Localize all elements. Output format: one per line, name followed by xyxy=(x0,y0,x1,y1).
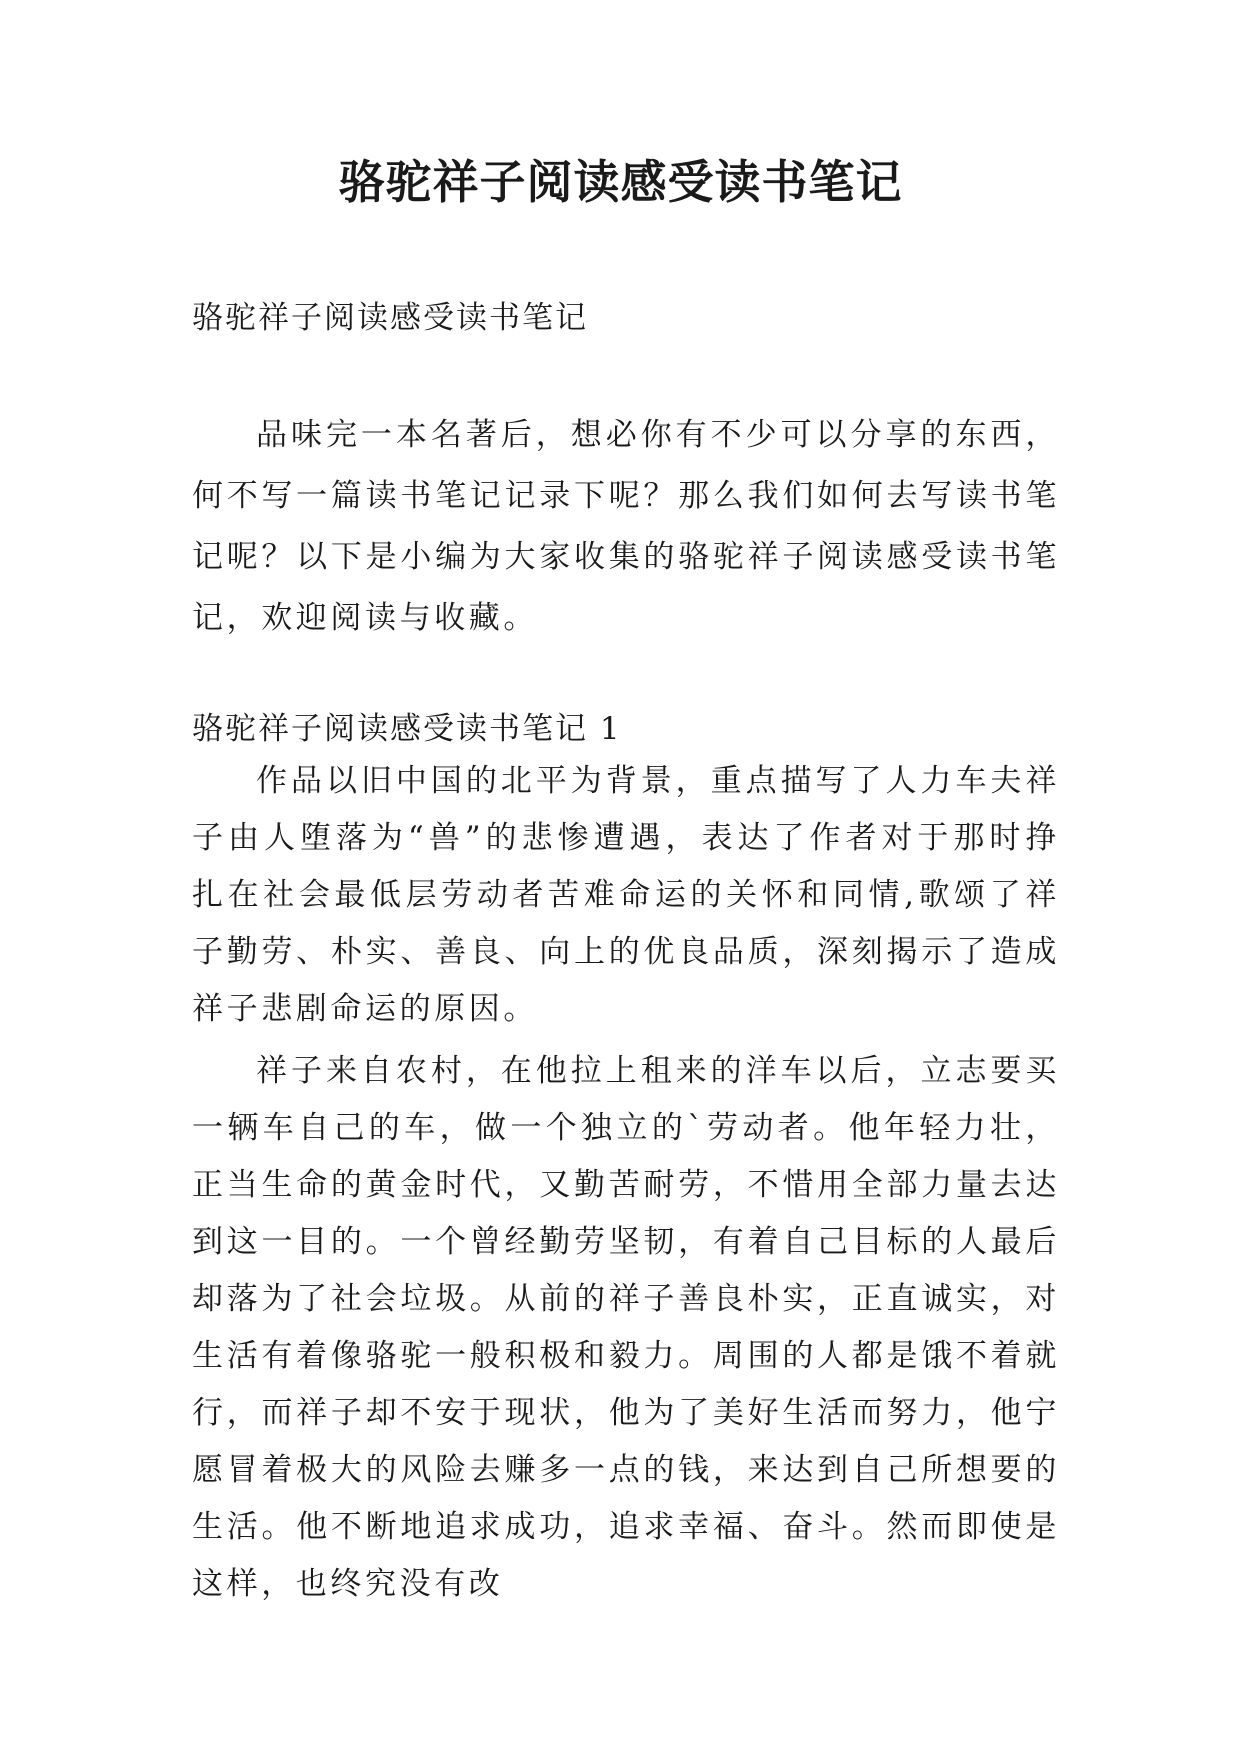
section-heading: 骆驼祥子阅读感受读书笔记 1 xyxy=(192,711,622,747)
document-title: 骆驼祥子阅读感受读书笔记 xyxy=(338,155,903,209)
document-subtitle: 骆驼祥子阅读感受读书笔记 xyxy=(192,300,588,336)
body-paragraph: 祥子来自农村，在他拉上租来的洋车以后，立志要买一辆车自己的车，做一个独立的`劳动者。他年轻力壮，正当生命的黄金时代，又勤苦耐劳，不惜用全部力量去达到这一目的。一个曾经勤劳坚韧，有着自己目标的人最后却落为了社会垃圾。从前的祥子善良朴实，正直诚实，对生活有着像骆驼一般积极和毅力。周围的人都是饿不着就行，而祥子却不安于现状，他为了美好生活而努力，他宁愿冒着极大的风险去赚多一点的钱，来达到自己所想要的生活。他不断地追求成功，追求幸福、奋斗。然而即使是这样，也终究没有改 xyxy=(192,1053,1060,1602)
body-paragraph: 作品以旧中国的北平为背景，重点描写了人力车夫祥子由人堕落为“兽”的悲惨遭遇，表达了作者对于那时挣扎在社会最低层劳动者苦难命运的关怀和同情,歌颂了祥子勤劳、朴实、善良、向上的优良品质，深刻揭示了造成祥子悲剧命运的原因。 xyxy=(192,763,1060,1027)
intro-paragraph: 品味完一本名著后，想必你有不少可以分享的东西，何不写一篇读书笔记记录下呢？那么我们如何去写读书笔记呢？以下是小编为大家收集的骆驼祥子阅读感受读书笔记，欢迎阅读与收藏。 xyxy=(192,417,1060,636)
